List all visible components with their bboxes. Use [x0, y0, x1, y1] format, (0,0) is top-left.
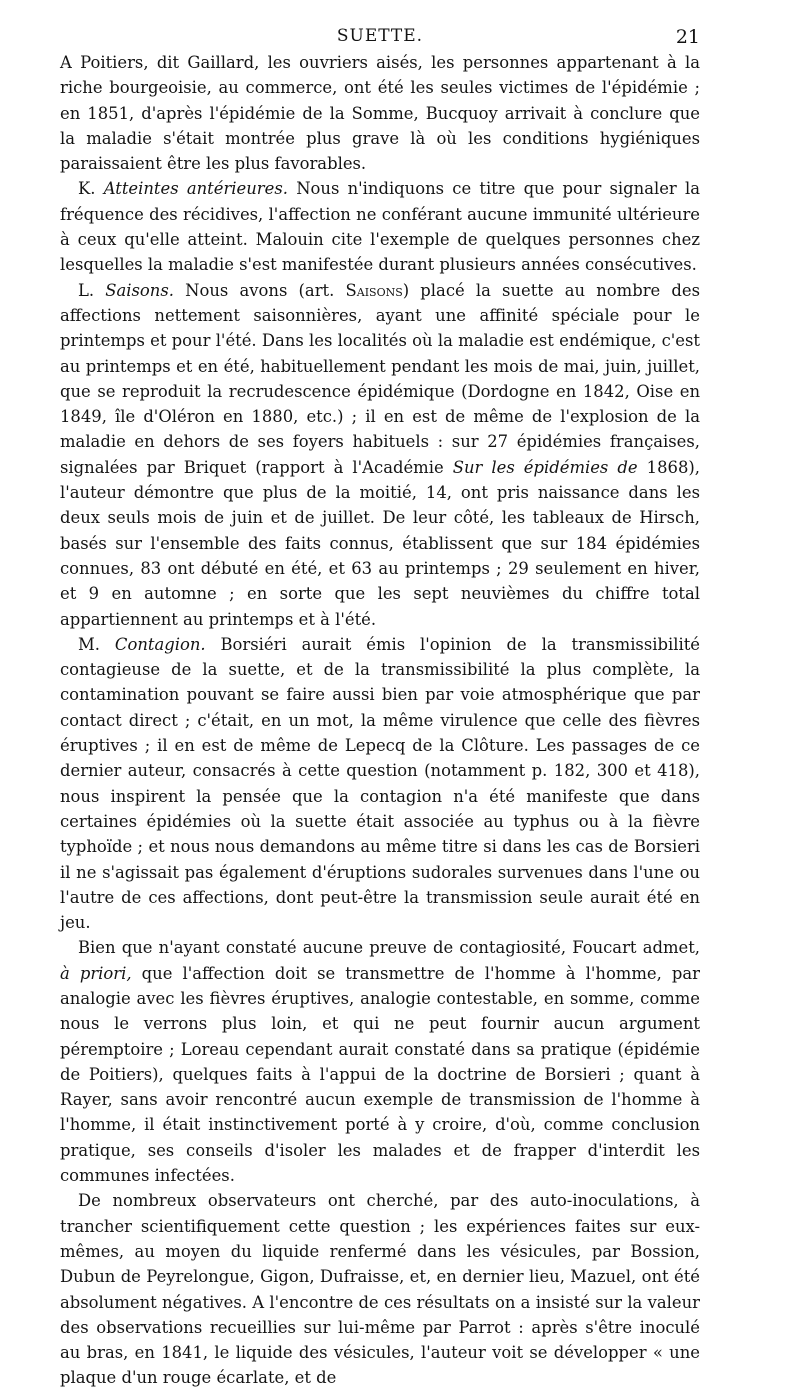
paragraph-foucart — [60, 935, 700, 1188]
paragraph-text: De nombreux observateurs ont cherché, par des auto-inoculations, à trancher scientifiquement cette question ; les expériences faites sur eux-mêmes, au moyen du liquide renfermé dans les vésicules, par Bossion, Dubun de Peyrelongue, Gigon, Dufraisse, et, en dernier lieu, Mazuel, ont été absolument négatives. A l'encontre de ces résultats on a insisté sur la valeur des observations recueillies sur lui-même par Parrot : après s'être inoculé au bras, en 1841, le liquide des vésicules, l'auteur voit se développer « une plaque d'un rouge écarlate, et de — [60, 1191, 700, 1388]
paragraph-text-post: 1868), l'auteur démontre que plus de la moitié, 14, ont pris naissance dans les deux seuls mois de juin et de juillet. De leur côté, les tableaux de Hirsch, basés sur l'ensemble des faits connus, établissent que sur 184 épidémies connues, 83 ont débuté en été, et 63 au printemps ; 29 seulement en hiver, et 9 en automne ; en sorte que les sept neuvièmes du chiffre total appartiennent au printemps et à l'été. — [60, 457, 700, 629]
paragraph-text-post: que l'affection doit se transmettre de l'homme à l'homme, par analogie avec les fièvres éruptives, analogie contestable, en somme, comme nous le verrons plus loin, et qui ne peut fournir aucun argument péremptoire ; Loreau cependant aurait constaté dans sa pratique (épidémie de Poitiers), quelques faits à l'appui de la doctrine de Borsieri ; quant à Rayer, sans avoir rencontré aucun exemple de transmission de l'homme à l'homme, il était instinctivement porté à y croire, d'où, comme conclusion pratique, ses conseils d'isoler les malades et de frapper d'interdit les communes infectées. — [60, 963, 700, 1186]
cross-reference: Saisons — [345, 280, 403, 300]
section-letter: M. — [78, 634, 100, 654]
paragraph-observateurs — [60, 1188, 700, 1390]
page-number: 21 — [675, 26, 700, 48]
paragraph-atteintes — [60, 176, 700, 277]
section-heading: Saisons. — [105, 280, 174, 300]
italic-title: Sur les épidémies de — [452, 457, 638, 477]
section-letter: L. — [78, 280, 95, 300]
paragraph-text: Borsiéri aurait émis l'opinion de la transmissibilité contagieuse de la suette, et de la transmissibilité la plus complète, la contamination pouvant se faire aussi bien par voie atmosphérique que par contact direct ; c'était, en un mot, la même virulence que celle des fièvres éruptives ; il en est de même de Lepecq de la Clôture. Les passages de ce dernier auteur, consacrés à cette question (notamment p. 182, 300 et 418), nous inspirent la pensée que la contagion n'a été manifeste que dans certaines épidémies où la suette était associée au typhus ou à la fièvre typhoïde ; et nous nous demandons au même titre si dans les cas de Borsieri il ne s'agissait pas également d'éruptions sudorales survenues dans l'une ou l'autre de ces affections, dont peut-être la transmission seule aurait été en jeu. — [60, 634, 701, 933]
running-title: SUETTE. — [336, 26, 424, 46]
italic-phrase: à priori, — [60, 963, 132, 983]
paragraph-text-pre: Nous avons (art. — [185, 280, 335, 300]
paragraph-saisons — [60, 278, 700, 632]
paragraph-poitiers — [60, 50, 700, 176]
paragraph-text: Nous n'indiquons ce titre que pour signaler la fréquence des récidives, l'affection ne conférant aucune immunité ultérieure à ceux qu'elle atteint. Malouin cite l'exemple de quelques personnes chez lesquelles la maladie s'est manifestée durant plusieurs années consécutives. — [60, 179, 700, 275]
paragraph-text-mid: ) placé la suette au nombre des affections nettement saisonnières, ayant une affinité spéciale pour le printemps et pour l'été. Dans les localités où la maladie est endémique, c'est au printemps et en été, habituellement pendant les mois de mai, juin, juillet, que se reproduit la recrudescence épidémique (Dordogne en 1842, Oise en 1849, île d'Oléron en 1880, etc.) ; il en est de même de l'explosion de la maladie en dehors de ses foyers habituels : sur 27 épidémies françaises, signalées par Briquet (rapport à l'Académie — [60, 280, 700, 477]
body-text — [60, 50, 700, 1391]
section-heading: Contagion. — [114, 634, 206, 654]
paragraph-text-pre: Bien que n'ayant constaté aucune preuve de contagiosité, Foucart admet, — [78, 938, 700, 958]
paragraph-contagion — [60, 632, 700, 936]
document-page — [60, 20, 700, 1391]
paragraph-text: A Poitiers, dit Gaillard, les ouvriers aisés, les personnes appartenant à la riche bourgeoisie, au commerce, ont été les seules victimes de l'épidémie ; en 1851, d'après l'épidémie de la Somme, Bucquoy arrivait à conclure que la maladie s'était montrée plus grave là où les conditions hygiéniques paraissaient être les plus favorables. — [60, 53, 700, 174]
section-heading: Atteintes antérieures. — [103, 179, 288, 199]
running-header — [60, 20, 700, 50]
section-letter: K. — [78, 179, 96, 199]
